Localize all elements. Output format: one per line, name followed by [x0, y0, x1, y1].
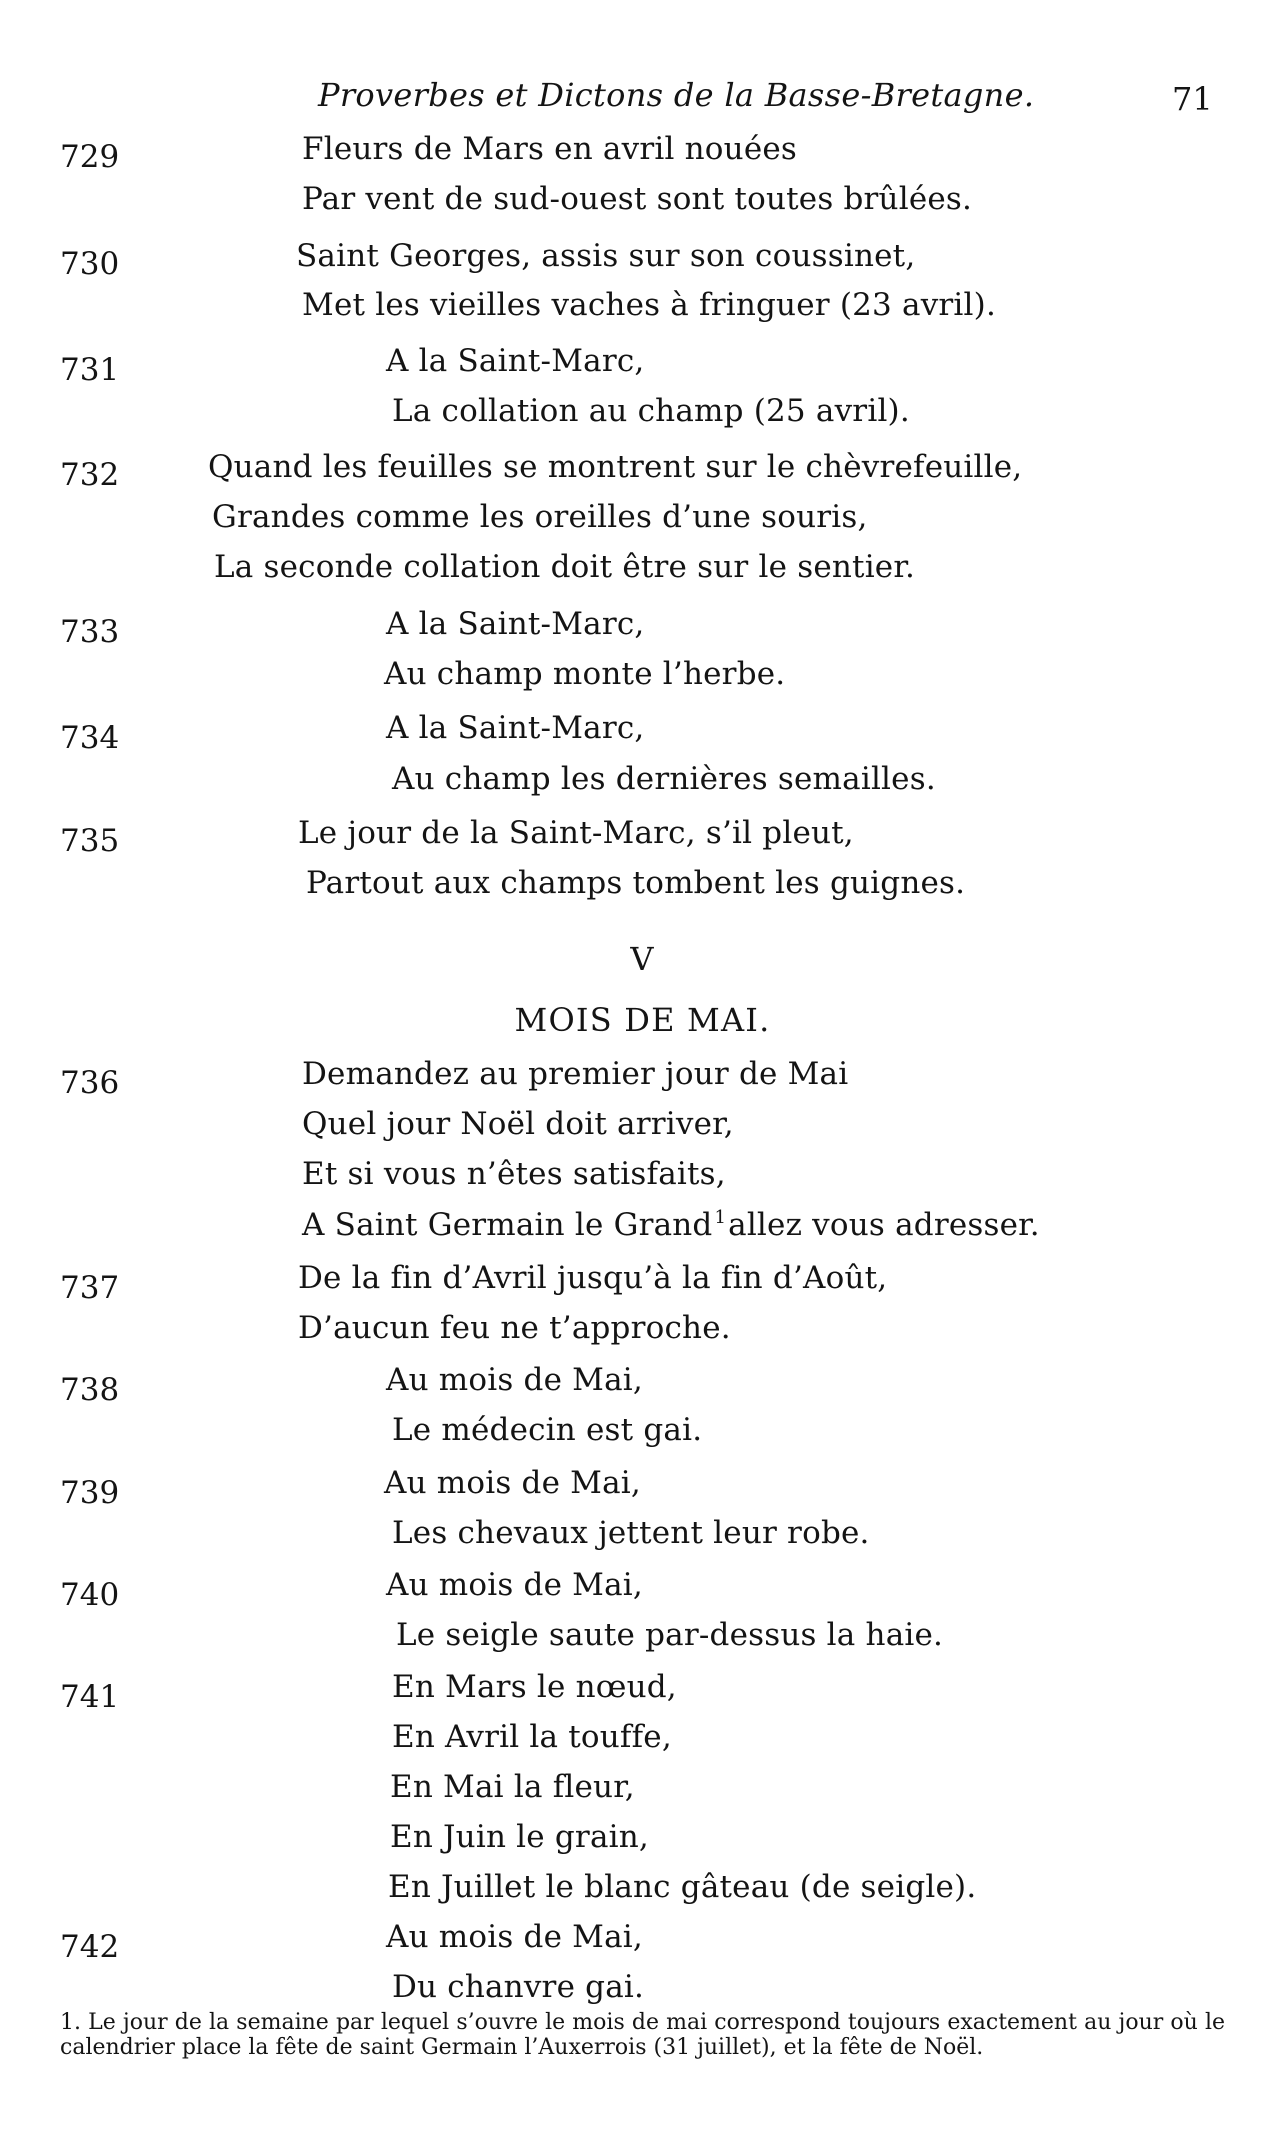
proverb-line-part: A Saint Germain le Grand [302, 1207, 713, 1243]
proverb-line: Partout aux champs tombent les guignes. [306, 865, 966, 901]
proverb-line: Au mois de Mai, [384, 1465, 641, 1501]
section-numeral: V [630, 940, 655, 978]
proverb-number: 733 [60, 614, 120, 650]
proverb-line: A la Saint-Marc, [386, 710, 645, 746]
proverb-number: 740 [60, 1577, 120, 1613]
proverb-line: La collation au champ (25 avril). [392, 393, 910, 429]
proverb-line: Quand les feuilles se montrent sur le chèvrefeuille, [208, 449, 1023, 485]
proverb-line: Et si vous n’êtes satisfaits, [302, 1156, 726, 1192]
proverb-number: 737 [60, 1270, 120, 1306]
proverb-line: Grandes comme les oreilles d’une souris, [212, 499, 868, 535]
proverb-line-with-footnote [302, 1209, 1040, 1241]
proverb-line: La seconde collation doit être sur le sentier. [214, 549, 916, 585]
proverb-line: Le jour de la Saint-Marc, s’il pleut, [298, 815, 854, 851]
proverb-number: 741 [60, 1679, 120, 1715]
proverb-number: 729 [60, 139, 120, 175]
footnote: 1. Le jour de la semaine par lequel s’ouvre le mois de mai correspond toujours exactement au jour où le calendrier place la fête de saint Germain l’Auxerrois (31 juillet), et la fête de Noël. [60, 2010, 1225, 2060]
proverb-line: Le seigle saute par-dessus la haie. [396, 1617, 944, 1653]
proverb-line: Demandez au premier jour de Mai [302, 1056, 849, 1092]
proverb-number: 732 [60, 457, 120, 493]
proverb-line: En Juillet le blanc gâteau (de seigle). [388, 1869, 977, 1905]
proverb-number: 738 [60, 1372, 120, 1408]
section-title: MOIS DE MAI. [514, 1001, 771, 1039]
proverb-line: A la Saint-Marc, [386, 606, 645, 642]
proverb-line: En Mars le nœud, [392, 1669, 677, 1705]
proverb-line: Au champ monte l’herbe. [384, 656, 786, 692]
proverb-line: En Avril la touffe, [392, 1719, 672, 1755]
proverb-line: A la Saint-Marc, [386, 343, 645, 379]
proverb-line: Par vent de sud-ouest sont toutes brûlées. [302, 181, 973, 217]
proverb-number: 736 [60, 1065, 120, 1101]
proverb-line: Met les vieilles vaches à fringuer (23 avril). [302, 287, 997, 323]
proverb-number: 731 [60, 352, 120, 388]
proverb-line: Quel jour Noël doit arriver, [302, 1106, 734, 1142]
proverb-line: Du chanvre gai. [392, 1969, 645, 2005]
proverb-line: De la fin d’Avril jusqu’à la fin d’Août, [298, 1260, 888, 1296]
proverb-line: Au mois de Mai, [386, 1362, 643, 1398]
proverb-line: Au champ les dernières semailles. [392, 761, 936, 797]
page-number: 71 [1172, 80, 1213, 118]
proverb-line: Au mois de Mai, [386, 1919, 643, 1955]
proverb-line: Saint Georges, assis sur son coussinet, [296, 238, 916, 274]
proverb-number: 730 [60, 246, 120, 282]
proverb-line: En Juin le grain, [390, 1819, 649, 1855]
proverb-number: 735 [60, 823, 120, 859]
proverb-line-part: allez vous adresser. [728, 1207, 1040, 1243]
proverb-line: En Mai la fleur, [390, 1769, 635, 1805]
running-header-title: Proverbes et Dictons de la Basse-Bretagne. [318, 76, 1035, 114]
proverb-number: 742 [60, 1929, 120, 1965]
proverb-line: Le médecin est gai. [392, 1412, 703, 1448]
proverb-number: 734 [60, 720, 120, 756]
proverb-line: Au mois de Mai, [386, 1567, 643, 1603]
proverb-number: 739 [60, 1475, 120, 1511]
proverb-line: Les chevaux jettent leur robe. [392, 1515, 870, 1551]
proverb-line: D’aucun feu ne t’approche. [298, 1310, 731, 1346]
footnote-reference: 1 [714, 1207, 727, 1228]
proverb-line: Fleurs de Mars en avril nouées [302, 131, 798, 167]
